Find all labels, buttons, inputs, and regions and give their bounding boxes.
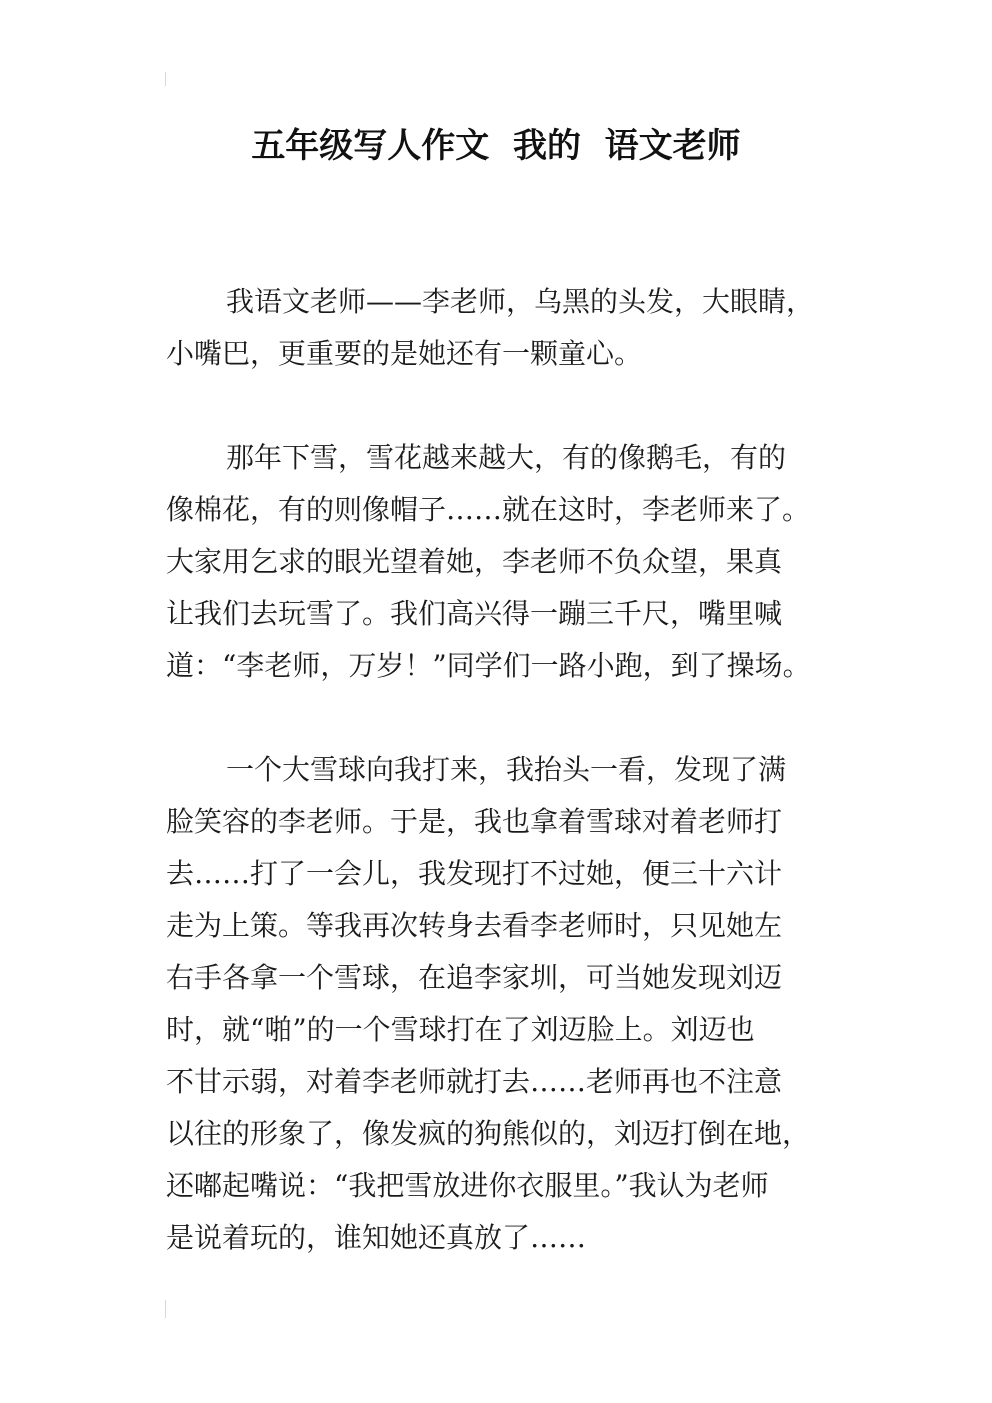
text-line: 一个大雪球向我打来，我抬头一看，发现了满 <box>226 753 787 786</box>
text-line: 不甘示弱，对着李老师就打去……老师再也不注意 <box>166 1065 783 1098</box>
document-title: 五年级写人作文 我的 语文老师 <box>251 126 741 166</box>
paragraph-3 <box>166 744 856 1264</box>
text-line: 让我们去玩雪了。我们高兴得一蹦三千尺，嘴里喊 <box>166 597 783 630</box>
text-line: 那年下雪，雪花越来越大，有的像鹅毛，有的 <box>226 441 787 474</box>
text-line: 道：“李老师，万岁！”同学们一路小跑，到了操场。 <box>166 649 811 682</box>
paragraph-2 <box>166 432 856 692</box>
text-line: 大家用乞求的眼光望着她，李老师不负众望，果真 <box>166 545 783 578</box>
text-line: 去……打了一会儿，我发现打不过她，便三十六计 <box>166 857 783 890</box>
text-line: 小嘴巴，更重要的是她还有一颗童心。 <box>166 337 643 370</box>
paragraph-1 <box>166 276 856 380</box>
text-line: 还嘟起嘴说：“我把雪放进你衣服里。”我认为老师 <box>166 1169 769 1202</box>
margin-mark-top <box>165 72 166 86</box>
text-line: 脸笑容的李老师。于是，我也拿着雪球对着老师打 <box>166 805 783 838</box>
text-line: 时，就“啪”的一个雪球打在了刘迈脸上。刘迈也 <box>166 1013 755 1046</box>
text-line: 以往的形象了，像发疯的狗熊似的，刘迈打倒在地， <box>166 1117 811 1150</box>
text-line: 右手各拿一个雪球，在追李家圳，可当她发现刘迈 <box>166 961 783 994</box>
text-line: 是说着玩的，谁知她还真放了…… <box>166 1221 587 1254</box>
text-line: 我语文老师——李老师，乌黑的头发，大眼睛， <box>226 285 815 318</box>
text-line: 走为上策。等我再次转身去看李老师时，只见她左 <box>166 909 783 942</box>
text-line: 像棉花，有的则像帽子……就在这时，李老师来了。 <box>166 493 811 526</box>
margin-mark-bottom <box>165 1300 166 1318</box>
